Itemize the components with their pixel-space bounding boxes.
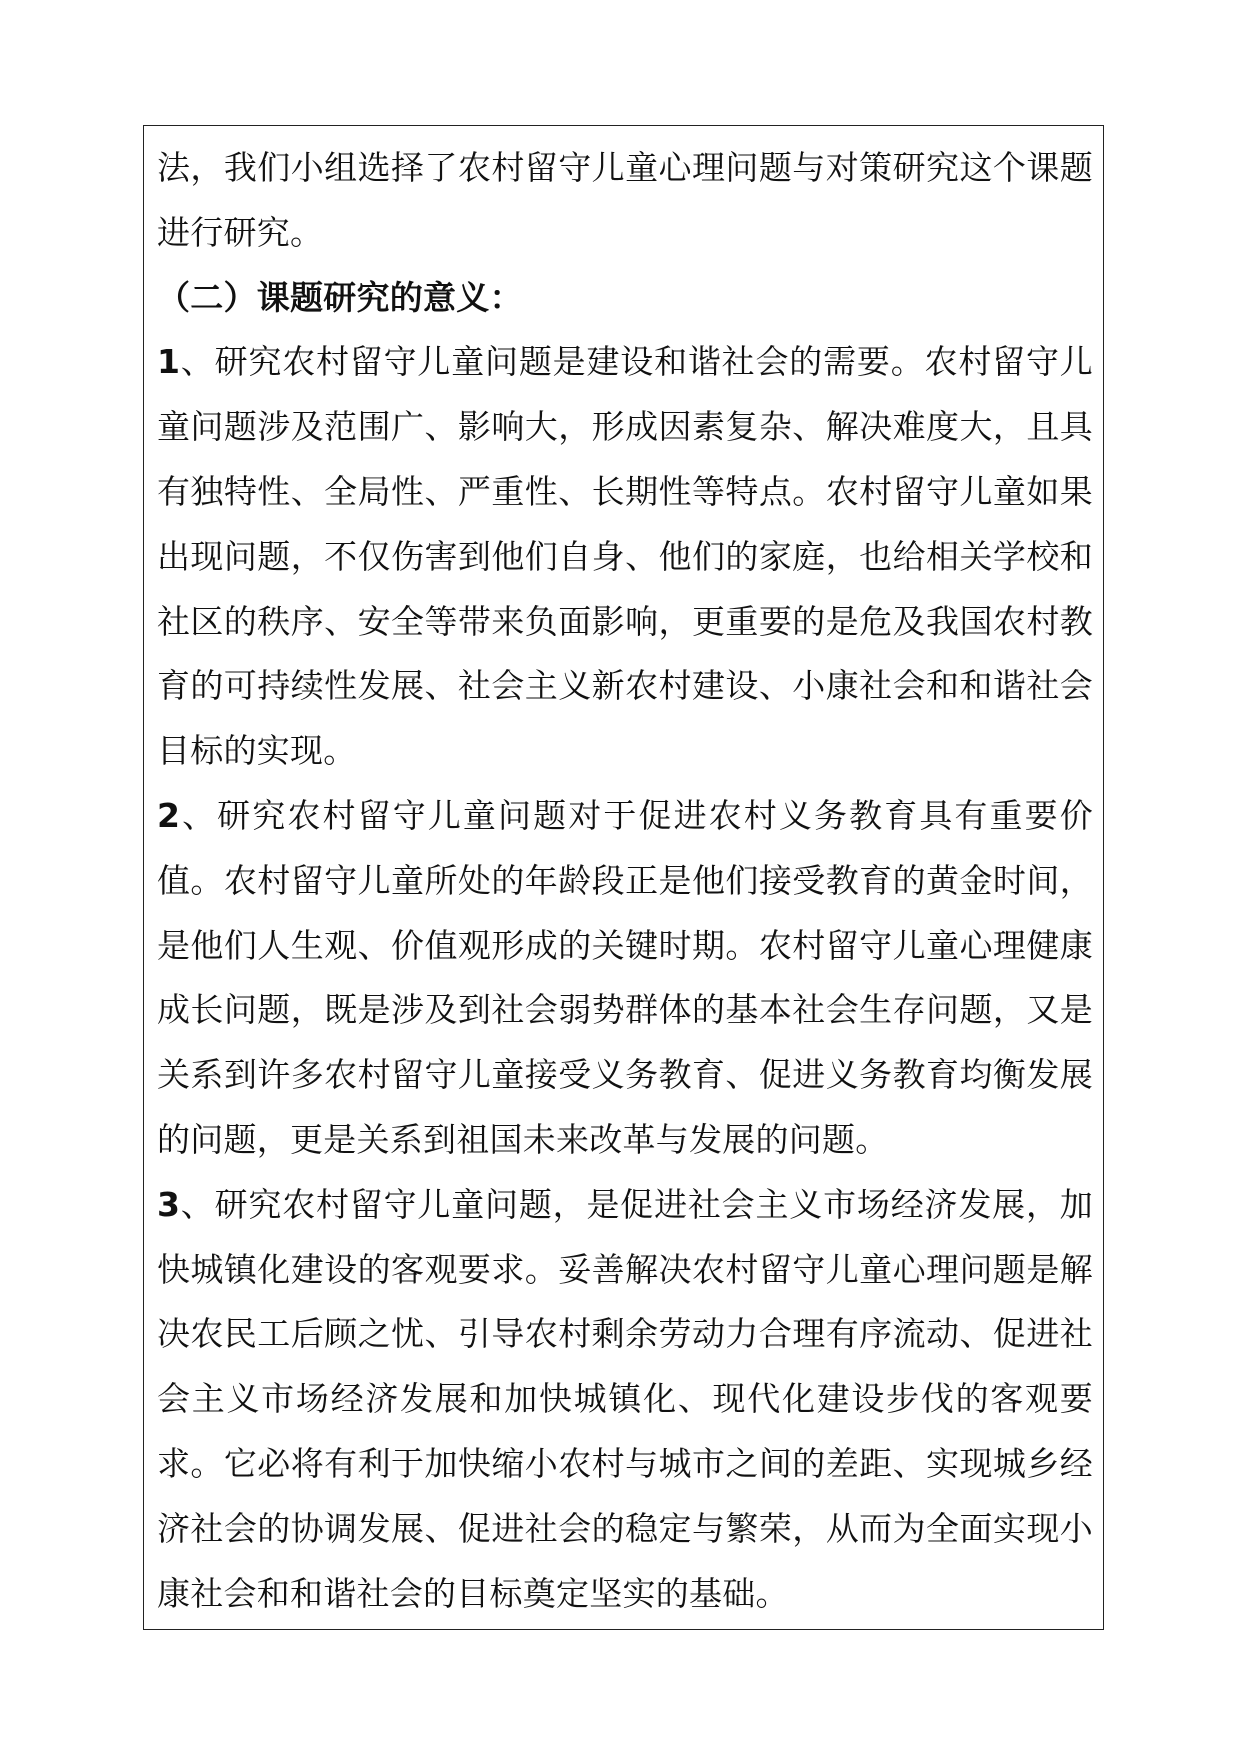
point-text-3: 、研究农村留守儿童问题，是促进社会主义市场经济发展，加快城镇化建设的客观要求。妥善解决农村留守儿童心理问题是解决农民工后顾之忧、引导农村剩余劳动力合理有序流动、促进社会主义市场经济发展和加快城镇化、现代化建设步伐的客观要求。它必将有利于加快缩小农村与城市之间的差距、实现城乡经济社会的协调发展、促进社会的稳定与繁荣，从而为全面实现小康社会和和谐社会的目标奠定坚实的基础。 [157, 1184, 1093, 1613]
point-number-3: 3 [157, 1184, 181, 1224]
section-heading: （二）课题研究的意义： [157, 277, 523, 317]
point-text-1: 、研究农村留守儿童问题是建设和谐社会的需要。农村留守儿童问题涉及范围广、影响大，形成因素复杂、解决难度大，且具有独特性、全局性、严重性、长期性等特点。农村留守儿童如果出现问题，不仅伤害到他们自身、他们的家庭，也给相关学校和社区的秩序、安全等带来负面影响，更重要的是危及我国农村教育的可持续性发展、社会主义新农村建设、小康社会和和谐社会目标的实现。 [157, 342, 1093, 771]
document-frame [143, 125, 1104, 1630]
continuation-paragraph: 法，我们小组选择了农村留守儿童心理问题与对策研究这个课题进行研究。 [157, 148, 1093, 252]
point-text-2: 、研究农村留守儿童问题对于促进农村义务教育具有重要价值。农村留守儿童所处的年龄段正是他们接受教育的黄金时间，是他们人生观、价值观形成的关键时期。农村留守儿童心理健康成长问题，既是涉及到社会弱势群体的基本社会生存问题，又是关系到许多农村留守儿童接受义务教育、促进义务教育均衡发展的问题，更是关系到祖国未来改革与发展的问题。 [157, 795, 1093, 1159]
point-paragraph-3 [157, 1173, 1093, 1627]
point-number-1: 1 [157, 342, 181, 382]
point-number-2: 2 [157, 795, 181, 835]
point-paragraph-1 [157, 330, 1093, 784]
point-paragraph-2 [157, 784, 1093, 1173]
